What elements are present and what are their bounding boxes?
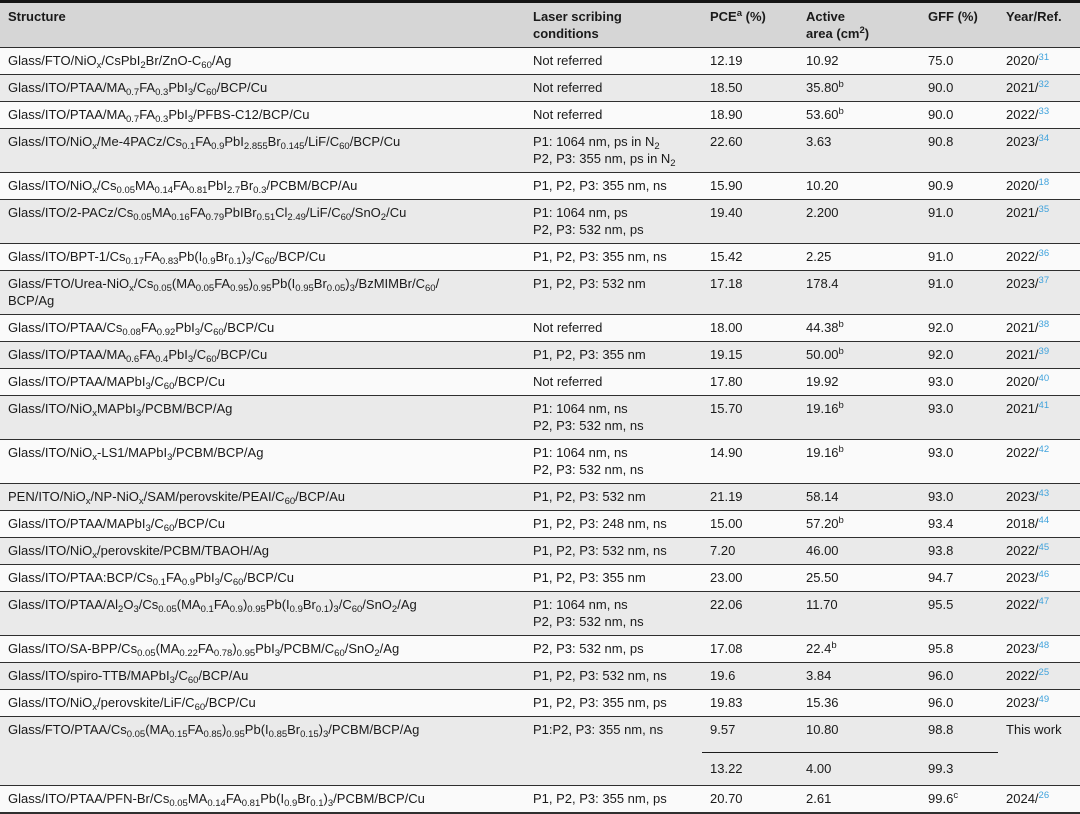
cell-laser: P1, P2, P3: 532 nm, ns [525,538,702,565]
cell-structure: Glass/$ITO/PTAA/Cs_{0.08}FA_{0.92}PbI_3/C_{60}/BCP/Cu$ [0,315,525,342]
table-row [0,484,1080,511]
ref-link[interactable]: 39 [1038,346,1050,357]
cell-pce: 18.00 [702,315,798,342]
cell-structure: Glass/$FTO/Urea-NiO_x/Cs_{0.05}(MA_{0.05}FA_{0.95})_{0.95}Pb(I_{0.95}Br_{0.05})_3/BzMIMBr/C_{60}/$ BCP/Ag [0,271,525,315]
cell-structure: Glass/$ITO/NiO_x/perovskite/LiF/C_{60}/BCP/Cu$ [0,690,525,717]
cell-laser: P1: 1064 nm, ns P2, P3: 532 nm, ns [525,440,702,484]
cell-area: 50.00$^b$ [798,342,920,369]
cell-year: 2022/$^{45}$ [998,538,1080,565]
cell-pce: 19.15 [702,342,798,369]
cell-laser: P1, P2, P3: 355 nm [525,342,702,369]
cell-year: 2020/$^{40}$ [998,369,1080,396]
cell-pce: 14.90 [702,440,798,484]
table-row [0,511,1080,538]
cell-laser: P1: 1064 nm, ps P2, P3: 532 nm, ps [525,200,702,244]
table-body [0,48,1080,814]
cell-structure: Glass/$ITO/PTAA/MAPbI_3/C_{60}/BCP/Cu$ [0,369,525,396]
cell-laser: Not referred [525,315,702,342]
cell-area: 3.84 [798,663,920,690]
table-row [0,396,1080,440]
cell-gff: 91.0 [920,200,998,244]
cell-structure: Glass/$FTO/PTAA/Cs_{0.05}(MA_{0.15}FA_{0.85})_{0.95}Pb(I_{0.85}Br_{0.15})_3/PCBM/BCP/Ag$ [0,717,525,786]
cell-structure: Glass/$ITO/PTAA/MAPbI_3/C_{60}/BCP/Cu$ [0,511,525,538]
cell-gff: 93.8 [920,538,998,565]
cell-area: 25.50 [798,565,920,592]
cell-structure: Glass/$ITO/spiro-TTB/MAPbI_3/C_{60}/BCP/Au$ [0,663,525,690]
cell-gff: 90.8 [920,129,998,173]
cell-area: 2.200 [798,200,920,244]
column-header-laser: Laser scribing conditions [525,2,702,48]
table-row [0,717,1080,753]
cell-laser: Not referred [525,48,702,75]
cell-area: 3.63 [798,129,920,173]
table-row [0,342,1080,369]
cell-year: 2021/$^{39}$ [998,342,1080,369]
cell-year: 2022/$^{36}$ [998,244,1080,271]
table-row [0,690,1080,717]
cell-structure: Glass/$ITO/PTAA/PFN-Br/Cs_{0.05}MA_{0.14}FA_{0.81}Pb(I_{0.9}Br_{0.1})_3/PCBM/BCP/Cu$ [0,786,525,814]
cell-gff: 75.0 [920,48,998,75]
cell-gff: 91.0 [920,244,998,271]
cell-pce: 13.22 [702,753,798,786]
cell-laser: P2, P3: 532 nm, ps [525,636,702,663]
ref-link[interactable]: 31 [1038,52,1050,63]
ref-link[interactable]: 35 [1038,204,1050,215]
ref-link[interactable]: 48 [1038,640,1050,651]
cell-structure: Glass/ITO/NiO$_x$-LS1/MAPbI$_3$/PCBM/BCP/Ag [0,440,525,484]
cell-area: 53.60$^b$ [798,102,920,129]
ref-link[interactable]: 44 [1038,515,1050,526]
cell-laser: P1, P2, P3: 532 nm [525,271,702,315]
cell-year: 2021/$^{35}$ [998,200,1080,244]
cell-pce: 22.60 [702,129,798,173]
ref-link[interactable]: 36 [1038,248,1050,259]
cell-year: 2020/$^{31}$ [998,48,1080,75]
cell-year: This work [998,717,1080,786]
cell-gff: 95.8 [920,636,998,663]
cell-area: 4.00 [798,753,920,786]
cell-pce: 18.90 [702,102,798,129]
cell-area: 44.38$^b$ [798,315,920,342]
table-row [0,75,1080,102]
cell-pce: 17.08 [702,636,798,663]
table-row [0,271,1080,315]
cell-year: 2021/$^{41}$ [998,396,1080,440]
cell-gff: 93.0 [920,484,998,511]
cell-structure: Glass/$ITO/2-PACz/Cs_{0.05}MA_{0.16}FA_{0.79}PbIBr_{0.51}Cl_{2.49}/LiF/C_{60}/SnO_2/Cu$ [0,200,525,244]
cell-year: 2022/$^{47}$ [998,592,1080,636]
cell-area: 22.4$^b$ [798,636,920,663]
table-row [0,440,1080,484]
ref-link[interactable]: 33 [1038,106,1050,117]
cell-year: 2022/$^{42}$ [998,440,1080,484]
cell-gff: 96.0 [920,663,998,690]
table-row [0,244,1080,271]
cell-pce: 15.42 [702,244,798,271]
ref-link[interactable]: 25 [1038,667,1050,678]
cell-pce: 19.40 [702,200,798,244]
cell-laser: P1, P2, P3: 355 nm, ns [525,173,702,200]
table-row [0,565,1080,592]
cell-year: 2023/$^{43}$ [998,484,1080,511]
cell-pce: 23.00 [702,565,798,592]
cell-laser: P1, P2, P3: 355 nm, ps [525,690,702,717]
cell-pce: 20.70 [702,786,798,814]
cell-area: 10.80 [798,717,920,753]
column-header-structure: Structure [0,2,525,48]
ref-link[interactable]: 37 [1038,275,1050,286]
cell-year: 2023/$^{49}$ [998,690,1080,717]
cell-gff: 93.4 [920,511,998,538]
cell-gff: 99.6$^c$ [920,786,998,814]
table-row [0,636,1080,663]
cell-area: 19.92 [798,369,920,396]
cell-laser: P1: 1064 nm, ps in $N_2$ P2, P3: 355 nm, ps in $N_2$ [525,129,702,173]
ref-link[interactable]: 38 [1038,319,1050,330]
cell-year: 2024/$^{26}$ [998,786,1080,814]
cell-gff: 94.7 [920,565,998,592]
ref-link[interactable]: 47 [1038,596,1050,607]
cell-laser: P1, P2, P3: 355 nm, ps [525,786,702,814]
cell-year: 2021/$^{38}$ [998,315,1080,342]
cell-structure: Glass/$ITO/PTAA/MA_{0.7}FA_{0.3}PbI_3/PFBS-C12/BCP/Cu$ [0,102,525,129]
table-row [0,592,1080,636]
cell-laser: P1, P2, P3: 355 nm [525,565,702,592]
ref-link[interactable]: 34 [1038,133,1050,144]
table-row [0,48,1080,75]
cell-year: 2023/$^{48}$ [998,636,1080,663]
cell-structure: Glass/$ITO/PTAA/MA_{0.6}FA_{0.4}PbI_3/C_{60}/BCP/Cu$ [0,342,525,369]
cell-structure: Glass/$ITO/NiO_x/Cs_{0.05}MA_{0.14}FA_{0.81}PbI_{2.7}Br_{0.3}/PCBM/BCP/Au$ [0,173,525,200]
column-header-gff: GFF (%) [920,2,998,48]
cell-structure: Glass/$ITO/NiO_x/Me-4PACz/Cs_{0.1}FA_{0.9}PbI_{2.855}Br_{0.145}/LiF/C_{60}/BCP/Cu$ [0,129,525,173]
cell-area: 2.61 [798,786,920,814]
cell-laser: P1, P2, P3: 355 nm, ns [525,244,702,271]
cell-gff: 93.0 [920,396,998,440]
cell-structure: Glass/$ITO/PTAA/Al_2O_3/Cs_{0.05}(MA_{0.1}FA_{0.9})_{0.95}Pb(I_{0.9}Br_{0.1})_3/C_{60}/SnO_2/Ag$ [0,592,525,636]
cell-gff: 98.8 [920,717,998,753]
column-header-pce: PCE$^a$ (%) [702,2,798,48]
cell-year: 2023/$^{46}$ [998,565,1080,592]
column-header-area: Active area $(cm^2)$ [798,2,920,48]
cell-laser: P1, P2, P3: 532 nm, ns [525,663,702,690]
cell-gff: 90.0 [920,75,998,102]
cell-gff: 95.5 [920,592,998,636]
cell-structure: Glass/$FTO/NiO_x/CsPbI_2Br/ZnO-C_{60}/Ag$ [0,48,525,75]
cell-year: 2020/$^{18}$ [998,173,1080,200]
cell-pce: 17.80 [702,369,798,396]
column-header-year: Year/Ref. [998,2,1080,48]
cell-gff: 99.3 [920,753,998,786]
cell-structure: Glass/$ITO/BPT-1/Cs_{0.17}FA_{0.83}Pb(I_{0.9}Br_{0.1})_3/C_{60}/BCP/Cu$ [0,244,525,271]
cell-pce: 9.57 [702,717,798,753]
cell-gff: 93.0 [920,440,998,484]
table-row [0,129,1080,173]
cell-laser: P1:P2, P3: 355 nm, ns [525,717,702,786]
table-row [0,538,1080,565]
ref-link[interactable]: 32 [1038,79,1050,90]
cell-area: 57.20$^b$ [798,511,920,538]
cell-pce: 19.83 [702,690,798,717]
ref-link[interactable]: 18 [1038,177,1050,188]
ref-link[interactable]: 43 [1038,488,1050,499]
ref-link[interactable]: 45 [1038,542,1050,553]
cell-gff: 90.9 [920,173,998,200]
header-row [0,2,1080,48]
table-row [0,315,1080,342]
table-row [0,200,1080,244]
cell-gff: 90.0 [920,102,998,129]
ref-link[interactable]: 26 [1038,790,1050,801]
cell-pce: 15.70 [702,396,798,440]
cell-area: 11.70 [798,592,920,636]
cell-area: 10.92 [798,48,920,75]
cell-gff: 92.0 [920,342,998,369]
ref-link[interactable]: 40 [1038,373,1050,384]
table-row [0,786,1080,814]
table-row [0,173,1080,200]
table-header [0,2,1080,48]
cell-gff: 93.0 [920,369,998,396]
cell-area: 58.14 [798,484,920,511]
cell-structure: PEN/$ITO/NiO_x/NP-NiO_x/SAM/perovskite/PEAI/C_{60}/BCP/Au$ [0,484,525,511]
table-row [0,663,1080,690]
cell-structure: Glass/$ITO/PTAA/MA_{0.7}FA_{0.3}PbI_3/C_{60}/BCP/Cu$ [0,75,525,102]
cell-pce: 12.19 [702,48,798,75]
cell-area: 15.36 [798,690,920,717]
cell-pce: 15.00 [702,511,798,538]
cell-year: 2023/$^{34}$ [998,129,1080,173]
ref-link[interactable]: 49 [1038,694,1050,705]
cell-area: 35.80$^b$ [798,75,920,102]
ref-link[interactable]: 46 [1038,569,1050,580]
cell-year: 2021/$^{32}$ [998,75,1080,102]
ref-link[interactable]: 41 [1038,400,1050,411]
table-row [0,102,1080,129]
cell-pce: 22.06 [702,592,798,636]
cell-year: 2022/$^{25}$ [998,663,1080,690]
cell-pce: 15.90 [702,173,798,200]
cell-gff: 92.0 [920,315,998,342]
cell-pce: 7.20 [702,538,798,565]
cell-laser: P1, P2, P3: 248 nm, ns [525,511,702,538]
cell-laser: P1: 1064 nm, ns P2, P3: 532 nm, ns [525,592,702,636]
cell-area: 10.20 [798,173,920,200]
cell-area: 19.16$^b$ [798,440,920,484]
cell-structure: Glass/$ITO/SA-BPP/Cs_{0.05}(MA_{0.22}FA_{0.78})_{0.95}PbI_3/PCBM/C_{60}/SnO_2/Ag$ [0,636,525,663]
cell-laser: P1: 1064 nm, ns P2, P3: 532 nm, ns [525,396,702,440]
cell-gff: 96.0 [920,690,998,717]
cell-area: 46.00 [798,538,920,565]
cell-year: 2023/$^{37}$ [998,271,1080,315]
ref-link[interactable]: 42 [1038,444,1050,455]
cell-laser: Not referred [525,369,702,396]
cell-year: 2018/$^{44}$ [998,511,1080,538]
cell-year: 2022/$^{33}$ [998,102,1080,129]
cell-structure: Glass/ITO/NiO$_x$MAPbI$_3$/PCBM/BCP/Ag [0,396,525,440]
cell-structure: Glass/ITO/NiO$_x$/perovskite/PCBM/TBAOH/Ag [0,538,525,565]
cell-laser: Not referred [525,102,702,129]
cell-area: 178.4 [798,271,920,315]
cell-pce: 17.18 [702,271,798,315]
cell-area: 2.25 [798,244,920,271]
cell-pce: 18.50 [702,75,798,102]
cell-pce: 21.19 [702,484,798,511]
cell-laser: P1, P2, P3: 532 nm [525,484,702,511]
cell-laser: Not referred [525,75,702,102]
cell-area: 19.16$^b$ [798,396,920,440]
cell-structure: Glass/$ITO/PTAA:BCP/Cs_{0.1}FA_{0.9}PbI_3/C_{60}/BCP/Cu$ [0,565,525,592]
cell-pce: 19.6 [702,663,798,690]
cell-gff: 91.0 [920,271,998,315]
table-row [0,369,1080,396]
